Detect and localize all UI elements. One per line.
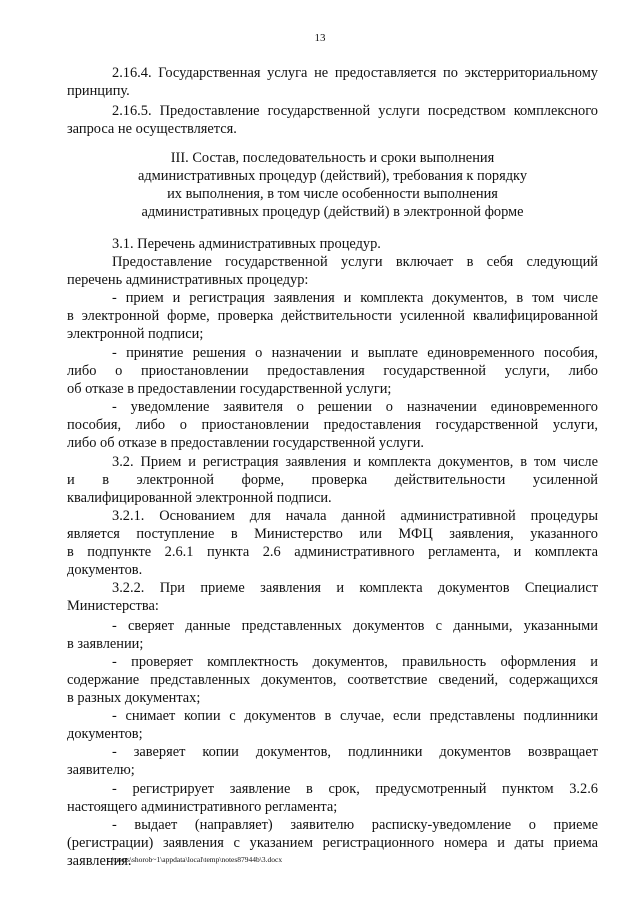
text-line: Предоставление государственной услуги включает в себя следующий bbox=[112, 254, 598, 270]
text-line: и в электронной форме, проверка действительности усиленной bbox=[67, 472, 598, 488]
text-line: 2.16.4. Государственная услуга не предоставляется по экстерриториальному bbox=[112, 65, 598, 81]
text-line: заявителю; bbox=[67, 762, 135, 778]
text-line: 3.2. Прием и регистрация заявления и комплекта документов, в том числе bbox=[112, 454, 598, 470]
text-line: документов. bbox=[67, 562, 143, 578]
text-line: - заверяет копии документов, подлинники документов возвращает bbox=[112, 744, 598, 760]
text-line: Министерства: bbox=[67, 598, 159, 614]
text-line: 3.2.2. При приеме заявления и комплекта документов Специалист bbox=[112, 580, 598, 596]
text-line: либо о приостановлении предоставления государственной услуги, либо bbox=[67, 363, 598, 379]
text-line: либо об отказе в предоставлении государственной услуги. bbox=[67, 435, 425, 451]
text-line: - принятие решения о назначении и выплате единовременного пособия, bbox=[112, 345, 598, 361]
text-line: - прием и регистрация заявления и комплекта документов, в том числе bbox=[112, 290, 598, 306]
text-line: электронной подписи; bbox=[67, 326, 204, 342]
text-line: в электронной форме, проверка действительности усиленной квалифицированной bbox=[67, 308, 598, 324]
page-number: 13 bbox=[314, 32, 326, 44]
text-line: настоящего административного регламента; bbox=[67, 799, 338, 815]
text-line: запроса не осуществляется. bbox=[67, 121, 237, 137]
text-line: - проверяет комплектность документов, правильность оформления и bbox=[112, 654, 598, 670]
text-line: перечень административных процедур: bbox=[67, 272, 309, 288]
text-line: является поступление в Министерство или МФЦ заявления, указанного bbox=[67, 526, 598, 542]
text-line: (регистрации) заявления с указанием регистрационного номера и даты приема bbox=[67, 835, 598, 851]
text-line: квалифицированной электронной подписи. bbox=[67, 490, 332, 506]
text-line: - сверяет данные представленных документов с данными, указанными bbox=[112, 618, 598, 634]
text-line: их выполнения, в том числе особенности выполнения bbox=[167, 186, 498, 202]
text-line: административных процедур (действий), требования к порядку bbox=[137, 168, 528, 184]
text-line: 2.16.5. Предоставление государственной услуги посредством комплексного bbox=[112, 103, 598, 119]
text-line: содержание представленных документов, соответствие сведений, содержащихся bbox=[67, 672, 598, 688]
text-line: заявления. bbox=[67, 853, 132, 869]
text-line: - уведомление заявителя о решении о назначении единовременного bbox=[112, 399, 598, 415]
text-line: - снимает копии с документов в случае, если представлены подлинники bbox=[112, 708, 598, 724]
text-line: 3.2.1. Основанием для начала данной административной процедуры bbox=[112, 508, 598, 524]
text-line: пособия, либо о приостановлении предоставления государственной услуги, bbox=[67, 417, 598, 433]
text-line: об отказе в предоставлении государственной услуги; bbox=[67, 381, 392, 397]
text-line: в заявлении; bbox=[67, 636, 144, 652]
text-line: документов; bbox=[67, 726, 143, 742]
text-line: - выдает (направляет) заявителю расписку-уведомление о приеме bbox=[112, 817, 598, 833]
text-line: - регистрирует заявление в срок, предусмотренный пунктом 3.2.6 bbox=[112, 781, 598, 797]
footer-file-path: c:\users\shorob~1\appdata\local\temp\notes87944b\3.docx bbox=[107, 855, 283, 864]
text-line: в разных документах; bbox=[67, 690, 201, 706]
text-line: административных процедур (действий) в электронной форме bbox=[141, 204, 524, 220]
text-line: в подпункте 2.6.1 пункта 2.6 административного регламента, и комплекта bbox=[67, 544, 598, 560]
text-line: III. Состав, последовательность и сроки выполнения bbox=[170, 150, 495, 166]
text-line: 3.1. Перечень административных процедур. bbox=[112, 236, 381, 252]
text-line: принципу. bbox=[67, 83, 130, 99]
